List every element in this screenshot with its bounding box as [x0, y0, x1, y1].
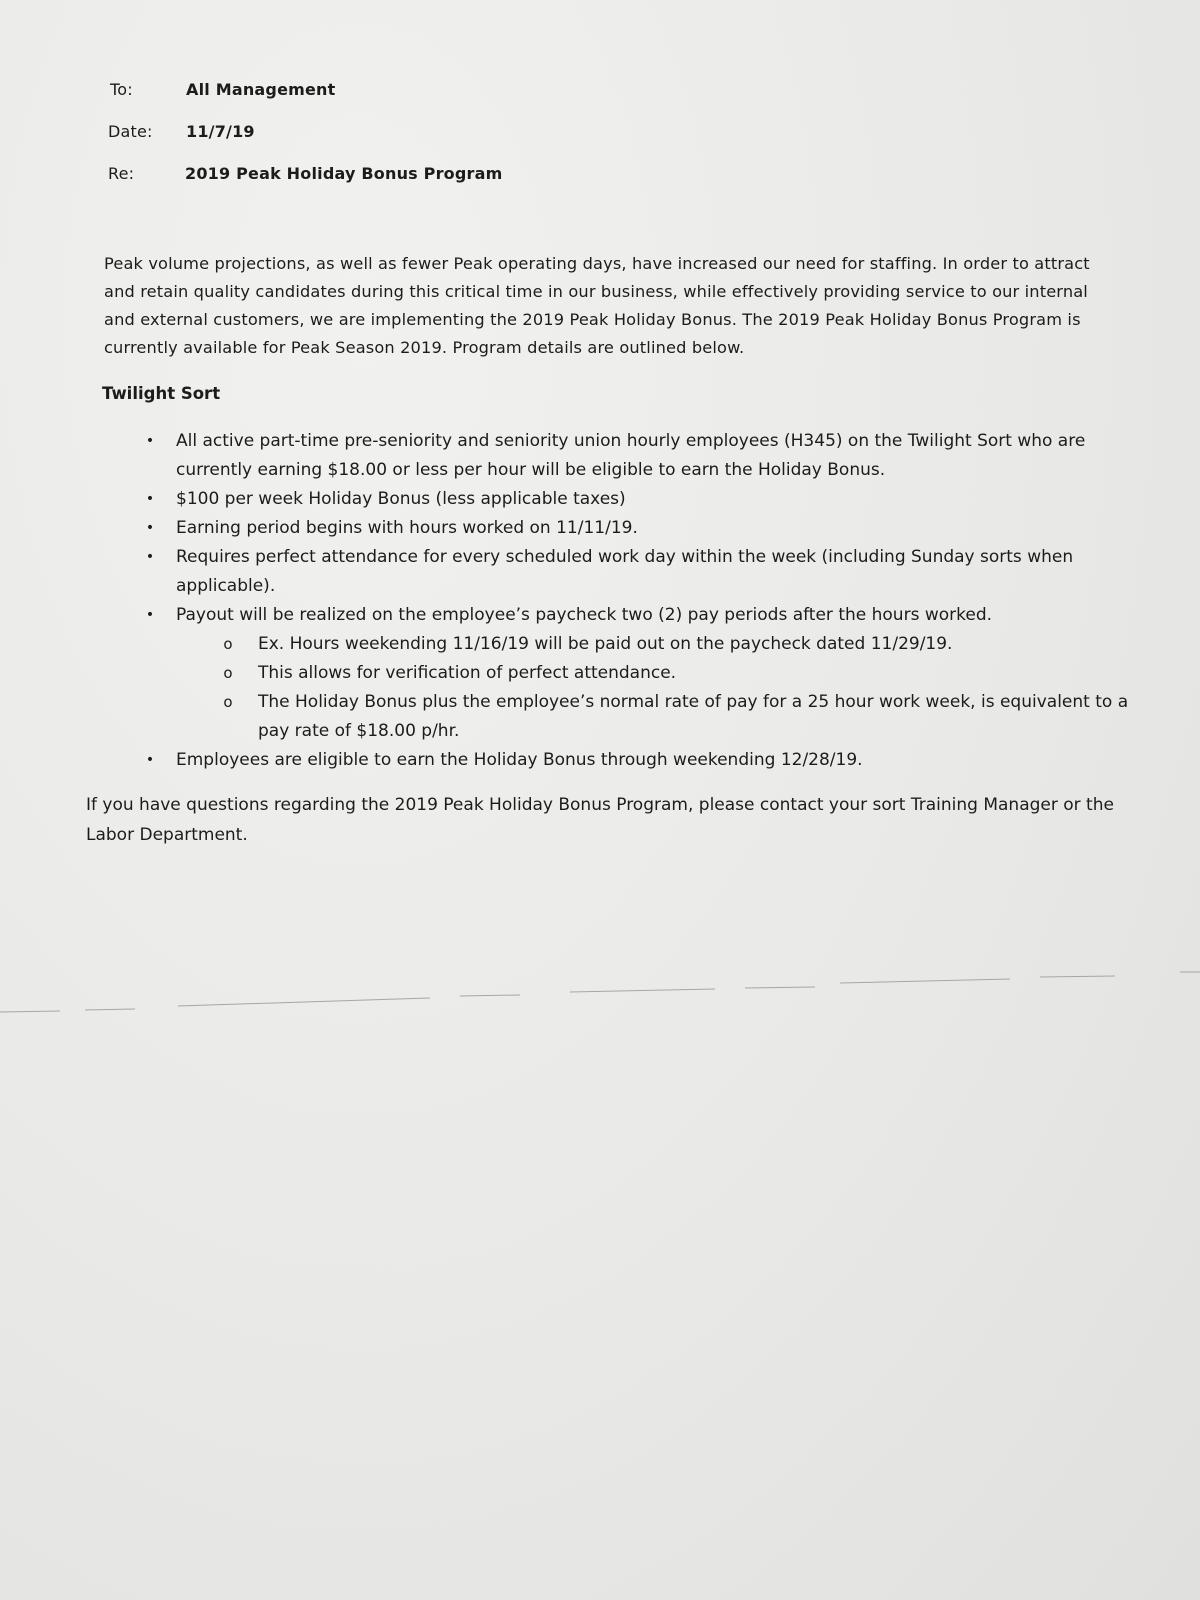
sub-bullet-text: Ex. Hours weekending 11/16/19 will be paid out on the paycheck dated 11/29/19. — [258, 634, 953, 654]
bullet-marker: • — [145, 752, 155, 768]
fold-dash — [570, 989, 715, 992]
sub-bullet-marker: o — [223, 664, 233, 682]
fold-dash — [85, 1009, 135, 1010]
bullet-marker: • — [145, 433, 155, 449]
bullet-text: $100 per week Holiday Bonus (less applicable taxes) — [176, 489, 626, 509]
fold-dash — [840, 979, 1010, 983]
bullet-text: Earning period begins with hours worked on 11/11/19. — [176, 518, 638, 538]
list-item — [140, 427, 1140, 485]
bullet-marker: • — [145, 549, 155, 565]
bullet-text: Payout will be realized on the employee’s paycheck two (2) pay periods after the hours worked. — [176, 605, 993, 625]
memo-date-label: Date: — [108, 122, 153, 141]
sub-bullet-text: The Holiday Bonus plus the employee’s normal rate of pay for a 25 hour work week, is equivalent to a pay rate of $18.00 p/hr. — [258, 692, 1129, 741]
sub-bullet-text: This allows for verification of perfect attendance. — [258, 663, 677, 683]
sub-bullet-list — [176, 630, 1140, 746]
fold-dash — [1040, 976, 1115, 977]
fold-dash — [745, 987, 815, 988]
memo-re-value: 2019 Peak Holiday Bonus Program — [185, 164, 503, 183]
fold-dash — [178, 998, 430, 1006]
bullet-marker: • — [145, 520, 155, 536]
list-item — [140, 514, 1140, 543]
sub-list-item — [220, 659, 1140, 688]
list-item — [140, 746, 1140, 775]
bullet-marker: • — [145, 607, 155, 623]
section-heading: Twilight Sort — [102, 384, 221, 403]
sub-bullet-marker: o — [223, 635, 233, 653]
list-item — [140, 543, 1140, 601]
list-item — [140, 601, 1140, 746]
bullet-list — [140, 427, 1140, 775]
fold-dash — [0, 1011, 60, 1012]
intro-paragraph: Peak volume projections, as well as fewer Peak operating days, have increased our need for staffing. In order to attract and retain quality candidates during this critical time in our business, while effectively providing service to our internal and external customers, we are implementing the 2019 Peak Holiday Bonus. The 2019 Peak Holiday Bonus Program is currently available for Peak Season 2019. Program details are outlined below. — [104, 254, 1090, 357]
memo-re-label: Re: — [108, 164, 135, 183]
sub-list-item — [220, 688, 1140, 746]
bullet-marker: • — [145, 491, 155, 507]
memo-date-value: 11/7/19 — [186, 122, 255, 141]
list-item — [140, 485, 1140, 514]
paper-fold-line — [0, 960, 1200, 1020]
sub-bullet-marker: o — [223, 693, 233, 711]
closing-paragraph: If you have questions regarding the 2019 Peak Holiday Bonus Program, please contact your sort Training Manager or the Labor Department. — [86, 795, 1114, 845]
memo-to-value: All Management — [186, 80, 336, 99]
memo-to-label: To: — [110, 80, 133, 99]
fold-dash — [460, 995, 520, 996]
sub-list-item — [220, 630, 1140, 659]
bullet-text: Employees are eligible to earn the Holiday Bonus through weekending 12/28/19. — [176, 750, 863, 770]
bullet-text: Requires perfect attendance for every scheduled work day within the week (including Sunday sorts when applicable). — [176, 547, 1074, 596]
bullet-text: All active part-time pre-seniority and seniority union hourly employees (H345) on the Twilight Sort who are currently earning $18.00 or less per hour will be eligible to earn the Holiday Bonus. — [176, 431, 1086, 480]
